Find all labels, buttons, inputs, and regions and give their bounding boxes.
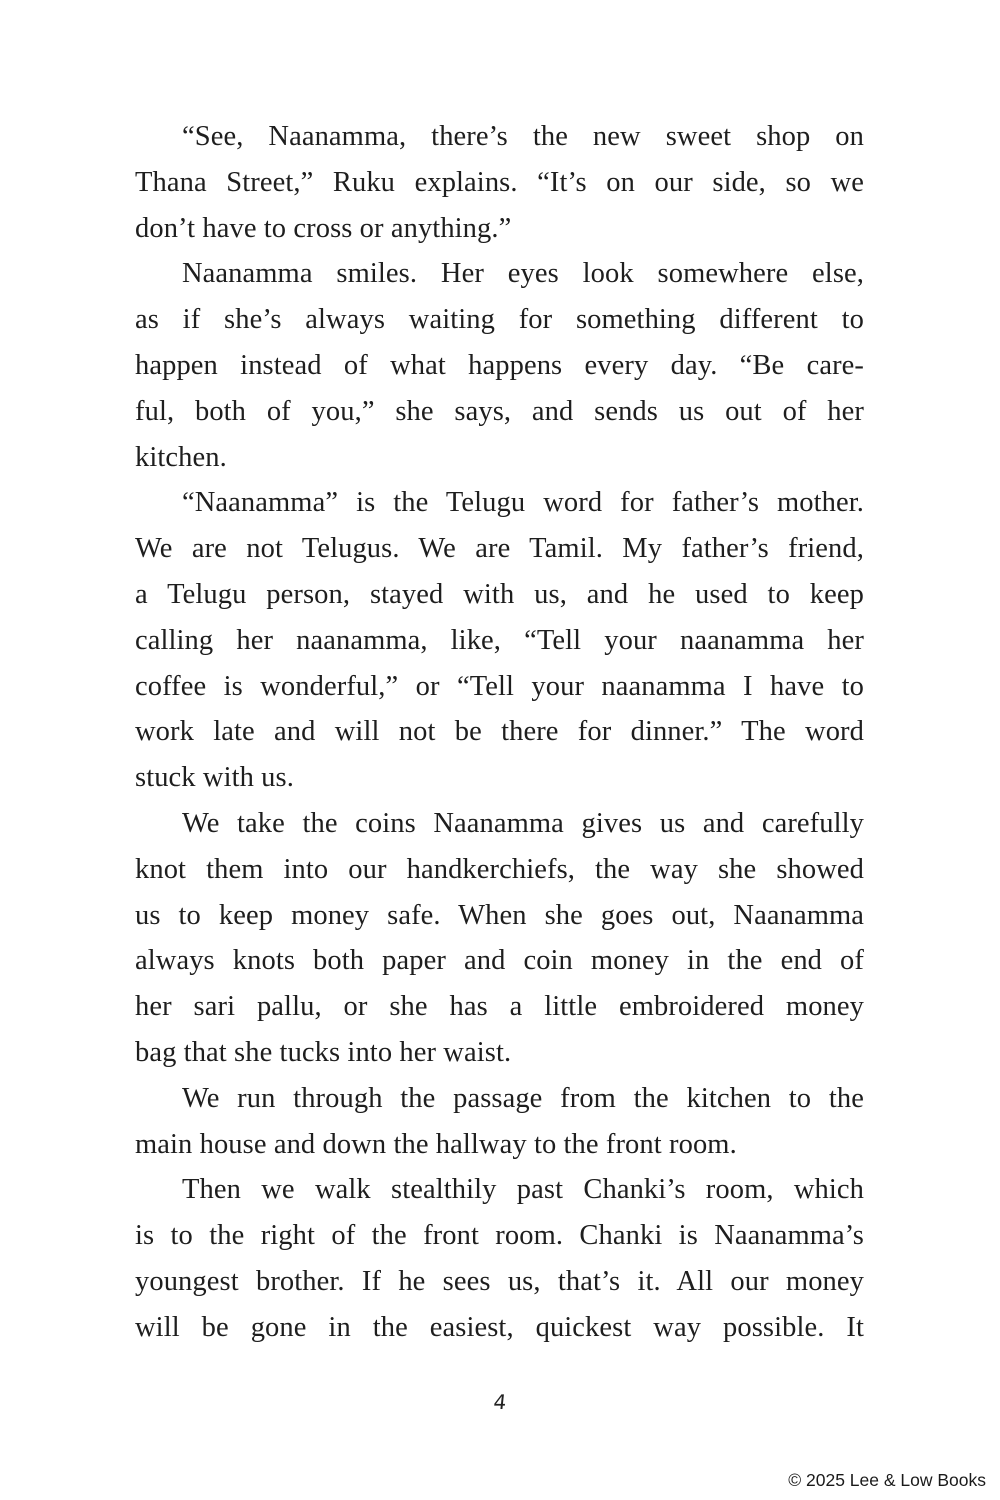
text-line: a Telugu person, stayed with us, and he used to keep — [135, 578, 864, 610]
paragraph — [135, 114, 864, 251]
text-line: work late and will not be there for dinner.” The word — [135, 716, 864, 748]
text-line: always knots both paper and coin money in the end of — [135, 945, 864, 977]
copyright-notice: © 2025 Lee & Low Books — [788, 1470, 986, 1490]
text-line: coffee is wonderful,” or “Tell your naanamma I have to — [135, 670, 864, 702]
paragraph — [135, 1076, 864, 1168]
paragraph — [135, 480, 864, 801]
text-line: Thana Street,” Ruku explains. “It’s on our side, so we — [135, 166, 864, 198]
text-line: “Naanamma” is the Telugu word for father’s mother. — [182, 487, 864, 519]
text-line: main house and down the hallway to the front room. — [135, 1128, 737, 1160]
text-line: bag that she tucks into her waist. — [135, 1036, 512, 1068]
text-line: as if she’s always waiting for something different to — [135, 304, 864, 336]
text-line: Naanamma smiles. Her eyes look somewhere else, — [182, 258, 864, 290]
text-line: don’t have to cross or anything.” — [135, 212, 512, 244]
text-line: us to keep money safe. When she goes out, Naanamma — [135, 899, 864, 931]
page-body-text — [135, 114, 864, 1351]
text-line: calling her naanamma, like, “Tell your naanamma her — [135, 624, 864, 656]
text-line: We take the coins Naanamma gives us and carefully — [182, 807, 864, 839]
text-line: kitchen. — [135, 441, 227, 473]
text-line: is to the right of the front room. Chanki is Naanamma’s — [135, 1220, 864, 1252]
text-line: youngest brother. If he sees us, that’s it. All our money — [135, 1265, 864, 1297]
text-line: Then we walk stealthily past Chanki’s room, which — [182, 1174, 864, 1206]
text-line: will be gone in the easiest, quickest way possible. It — [135, 1311, 864, 1343]
paragraph — [135, 251, 864, 480]
text-line: stuck with us. — [135, 762, 294, 794]
text-line: We run through the passage from the kitchen to the — [182, 1082, 864, 1114]
text-line: happen instead of what happens every day. “Be care- — [135, 349, 864, 381]
text-line: ful, both of you,” she says, and sends us out of her — [135, 395, 864, 427]
paragraph — [135, 801, 864, 1076]
page-number: 4 — [492, 1390, 508, 1414]
text-line: knot them into our handkerchiefs, the way she showed — [135, 853, 864, 885]
text-line: “See, Naanamma, there’s the new sweet shop on — [182, 121, 864, 152]
paragraph — [135, 1167, 864, 1350]
text-line: We are not Telugus. We are Tamil. My father’s friend, — [135, 533, 864, 565]
text-line: her sari pallu, or she has a little embroidered money — [135, 991, 864, 1023]
